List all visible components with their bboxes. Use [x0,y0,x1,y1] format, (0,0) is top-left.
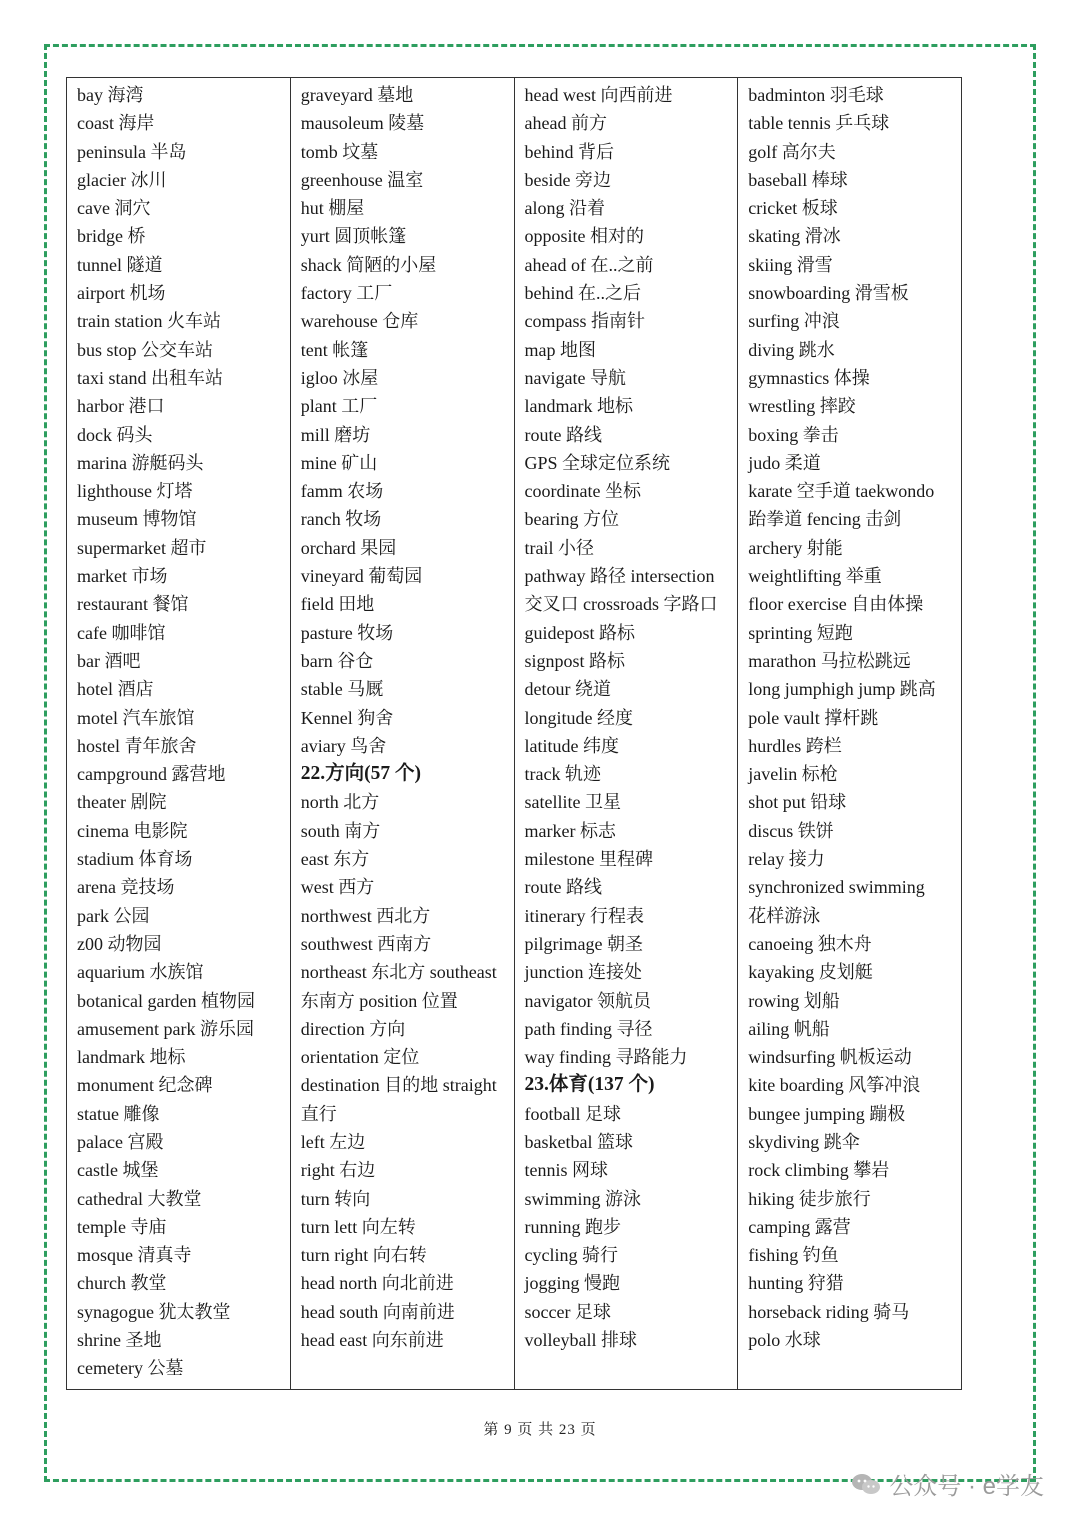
vocab-entry: fishing 钓鱼 [748,1245,839,1266]
vocab-entry: glacier 冰川 [77,169,167,190]
vocab-entry: marina 游艇码头 [77,452,204,473]
vocab-entry: south 南方 [300,820,381,841]
vocab-entry: pathway 路径 intersection [524,566,715,587]
vocab-entry: shack 简陋的小屋 [300,254,437,275]
vocab-entry: 交叉口 crossroads 字路口 [524,594,718,615]
vocab-entry: cricket 板球 [748,198,838,219]
vocab-entry: arena 竞技场 [77,877,175,898]
vocab-entry: football 足球 [524,1103,621,1124]
vocab-entry: field 田地 [300,594,375,615]
vocab-entry: harbor 港口 [77,396,165,417]
vocab-entry: turn right 向右转 [300,1245,427,1266]
vocab-entry: junction 连接处 [524,962,642,983]
vocab-entry: taxi stand 出租车站 [77,367,223,388]
vocab-entry: rowing 划船 [748,990,840,1011]
vocab-entry: ahead 前方 [524,113,607,134]
vocab-entry: restaurant 餐馆 [77,594,189,615]
vocab-entry: orchard 果园 [300,537,397,558]
page-number: 第 9 页 共 23 页 [483,1422,597,1438]
vocab-entry: aquarium 水族馆 [77,962,204,983]
vocab-entry: barn 谷仓 [300,650,374,671]
vocab-entry: bridge 桥 [77,226,146,247]
vocab-entry: landmark 地标 [524,396,633,417]
vocabulary-table [66,77,962,1390]
vocab-entry: marker 标志 [524,820,616,841]
vocab-entry: kite boarding 风筝冲浪 [748,1075,921,1096]
vocab-entry: mill 磨坊 [300,424,371,445]
vocab-entry: ailing 帆船 [748,1018,830,1039]
vocab-entry: famm 农场 [300,481,384,502]
vocab-entry: milestone 里程碑 [524,849,653,870]
vocab-entry: turn 转向 [300,1188,371,1209]
vocab-entry: bar 酒吧 [77,650,141,671]
vocab-entry: tunnel 隧道 [77,254,163,275]
vocab-entry: 直行 [300,1103,337,1124]
vocabulary-column-1 [67,78,291,1389]
vocab-entry: statue 雕像 [77,1103,160,1124]
vocab-entry: kayaking 皮划艇 [748,962,873,983]
vocab-entry: amusement park 游乐园 [77,1018,254,1039]
vocab-entry: marathon 马拉松跳远 [748,650,911,671]
vocab-entry: beside 旁边 [524,169,611,190]
vocab-entry: synchronized swimming [748,877,925,898]
vocab-entry: trail 小径 [524,537,594,558]
vocab-entry: factory 工厂 [300,283,393,304]
vocab-entry: warehouse 仓库 [300,311,419,332]
vocab-entry: right 右边 [300,1160,376,1181]
vocab-entry: greenhouse 温室 [300,169,424,190]
vocab-entry: campground 露营地 [77,764,226,785]
vocabulary-column-4 [738,78,961,1389]
vocab-entry: west 西方 [300,877,375,898]
vocab-entry: ahead of 在..之前 [524,254,654,275]
vocab-entry: hunting 狩猎 [748,1273,844,1294]
vocab-entry: cemetery 公墓 [77,1358,184,1379]
vocab-entry: behind 在..之后 [524,283,641,304]
vocab-entry: supermarket 超市 [77,537,207,558]
vocab-entry: hurdles 跨栏 [748,735,842,756]
vocab-entry: stadium 体育场 [77,849,193,870]
vocab-entry: destination 目的地 straight [300,1075,497,1096]
vocab-entry: satellite 卫星 [524,792,621,813]
vocab-entry: dock 码头 [77,424,153,445]
vocab-entry: church 教堂 [77,1273,167,1294]
vocab-entry: vineyard 葡萄园 [300,566,423,587]
vocab-entry: botanical garden 植物园 [77,990,255,1011]
vocab-entry: skiing 滑雪 [748,254,833,275]
vocab-entry: wrestling 摔跤 [748,396,856,417]
vocab-entry: graveyard 墓地 [300,85,414,105]
vocab-entry: shrine 圣地 [77,1330,162,1351]
vocab-entry: airport 机场 [77,283,166,304]
vocab-entry: plant 工厂 [300,396,378,417]
vocab-entry: map 地图 [524,339,596,360]
vocab-entry: hut 棚屋 [300,198,365,219]
vocab-entry: Kennel 狗舍 [300,707,394,728]
vocab-entry: longitude 经度 [524,707,633,728]
vocab-entry: tennis 网球 [524,1160,608,1181]
vocab-entry: golf 高尔夫 [748,141,836,162]
vocab-entry: stable 马厩 [300,679,384,700]
vocab-entry: gymnastics 体操 [748,367,870,388]
section-heading: 23.体育(137 个) [524,1074,655,1096]
vocab-entry: igloo 冰屋 [300,367,379,388]
vocab-entry: tomb 坟墓 [300,141,379,162]
vocab-entry: pasture 牧场 [300,622,394,643]
vocab-entry: javelin 标枪 [748,764,838,785]
vocab-entry: polo 水球 [748,1330,821,1351]
vocab-entry: hostel 青年旅舍 [77,735,197,756]
vocab-entry: itinerary 行程表 [524,905,644,926]
vocab-entry: cinema 电影院 [77,820,188,841]
vocabulary-column-3 [515,78,739,1389]
vocab-entry: head south 向南前进 [300,1301,455,1322]
vocab-entry: northeast 东北方 southeast [300,962,497,983]
vocab-entry: weightlifting 举重 [748,566,882,587]
vocab-entry: east 东方 [300,849,370,870]
vocab-entry: sprinting 短跑 [748,622,853,643]
vocab-entry: archery 射能 [748,537,843,558]
vocab-entry: palace 宫殿 [77,1131,164,1152]
vocab-entry: museum 博物馆 [77,509,197,530]
vocab-entry: turn lett 向左转 [300,1216,416,1237]
vocab-entry: compass 指南针 [524,311,645,332]
vocab-entry: baseball 棒球 [748,169,848,190]
vocab-entry: running 跑步 [524,1216,621,1237]
vocab-entry: cycling 骑行 [524,1245,618,1266]
vocab-entry: camping 露营 [748,1216,851,1237]
vocab-entry: behind 背后 [524,141,614,162]
vocab-entry: synagogue 犹太教堂 [77,1301,231,1322]
vocab-entry: 跆拳道 fencing 击剑 [748,509,902,530]
vocab-entry: diving 跳水 [748,339,835,360]
vocab-entry: castle 城堡 [77,1160,159,1181]
vocab-entry: cafe 咖啡馆 [77,622,166,643]
vocab-entry: horseback riding 骑马 [748,1301,910,1322]
vocab-entry: floor exercise 自由体操 [748,594,924,615]
vocab-entry: bus stop 公交车站 [77,339,214,360]
vocab-entry: ranch 牧场 [300,509,382,530]
vocab-entry: train station 火车站 [77,311,221,332]
vocab-entry: bungee jumping 蹦极 [748,1103,906,1124]
vocab-entry: canoeing 独木舟 [748,933,872,954]
vocab-entry: route 路线 [524,877,602,898]
vocab-entry: volleyball 排球 [524,1330,637,1351]
vocab-entry: left 左边 [300,1131,366,1152]
vocab-entry: monument 纪念碑 [77,1075,213,1096]
vocab-entry: table tennis 乒乓球 [748,113,890,134]
vocab-entry: track 轨迹 [524,764,601,785]
vocab-entry: shot put 铅球 [748,792,847,813]
section-heading: 22.方向(57 个) [300,763,421,785]
vocab-entry: 东南方 position 位置 [300,990,458,1011]
vocab-entry: navigator 领航员 [524,990,651,1011]
vocab-entry: detour 绕道 [524,679,611,700]
vocab-entry: theater 剧院 [77,792,167,813]
vocab-entry: way finding 寻路能力 [524,1047,688,1068]
vocab-entry: jogging 慢跑 [524,1273,621,1294]
vocab-entry: judo 柔道 [748,452,821,473]
vocab-entry: bay 海湾 [77,85,144,105]
vocab-entry: boxing 拳击 [748,424,839,445]
vocab-entry: signpost 路标 [524,650,626,671]
vocab-entry: yurt 圆顶帐篷 [300,226,407,247]
vocab-entry: tent 帐篷 [300,339,369,360]
vocab-entry: mosque 清真寺 [77,1245,192,1266]
vocab-entry: skydiving 跳伞 [748,1131,860,1152]
vocab-entry: along 沿着 [524,198,605,219]
vocab-entry: latitude 纬度 [524,735,619,756]
vocab-entry: GPS 全球定位系统 [524,452,671,473]
vocab-entry: route 路线 [524,424,602,445]
vocab-entry: z00 动物园 [77,933,162,954]
vocab-entry: market 市场 [77,566,168,587]
vocab-entry: head north 向北前进 [300,1273,454,1294]
vocab-entry: karate 空手道 taekwondo [748,481,935,502]
vocab-entry: rock climbing 攀岩 [748,1160,890,1181]
vocab-entry: pole vault 撑杆跳 [748,707,879,728]
vocab-entry: motel 汽车旅馆 [77,707,195,728]
vocab-entry: coast 海岸 [77,113,155,134]
vocab-entry: peninsula 半岛 [77,141,187,162]
vocab-entry: lighthouse 灯塔 [77,481,193,502]
vocab-entry: landmark 地标 [77,1047,186,1068]
vocab-entry: pilgrimage 朝圣 [524,933,643,954]
vocab-entry: opposite 相对的 [524,226,644,247]
vocab-entry: temple 寺庙 [77,1216,167,1237]
vocab-entry: cave 洞穴 [77,198,151,219]
watermark [851,1466,1044,1501]
vocab-entry: badminton 羽毛球 [748,85,884,105]
vocab-entry: bearing 方位 [524,509,619,530]
vocab-entry: windsurfing 帆板运动 [748,1047,912,1068]
vocab-entry: guidepost 路标 [524,622,635,643]
vocab-entry: hiking 徒步旅行 [748,1188,871,1209]
vocab-entry: head west 向西前进 [524,85,673,105]
vocab-entry: mausoleum 陵墓 [300,113,425,134]
vocab-entry: surfing 冲浪 [748,311,840,332]
vocab-entry: southwest 西南方 [300,933,432,954]
vocab-entry: 花样游泳 [748,905,821,926]
vocab-entry: long jumphigh jump 跳高 [748,679,936,700]
vocab-entry: skating 滑冰 [748,226,841,247]
vocab-entry: coordinate 坐标 [524,481,641,502]
vocab-entry: path finding 寻径 [524,1018,653,1039]
vocab-entry: navigate 导航 [524,367,626,388]
vocab-entry: cathedral 大教堂 [77,1188,202,1209]
vocab-entry: relay 接力 [748,849,825,870]
vocabulary-column-2 [291,78,515,1389]
vocab-entry: discus 铁饼 [748,820,834,841]
vocab-entry: basketbal 篮球 [524,1131,633,1152]
vocab-entry: snowboarding 滑雪板 [748,283,909,304]
vocab-entry: hotel 酒店 [77,679,154,700]
vocab-entry: direction 方向 [300,1018,406,1039]
vocab-entry: soccer 足球 [524,1301,611,1322]
watermark-text: 公众号 · e学友 [889,1473,1044,1500]
vocab-entry: swimming 游泳 [524,1188,642,1209]
wechat-icon [851,1472,881,1496]
vocab-entry: orientation 定位 [300,1047,420,1068]
vocab-entry: park 公园 [77,905,150,926]
vocab-entry: mine 矿山 [300,452,378,473]
vocab-entry: northwest 西北方 [300,905,431,926]
vocab-entry: aviary 鸟舍 [300,735,387,756]
vocab-entry: north 北方 [300,792,380,813]
vocab-entry: head east 向东前进 [300,1330,444,1351]
